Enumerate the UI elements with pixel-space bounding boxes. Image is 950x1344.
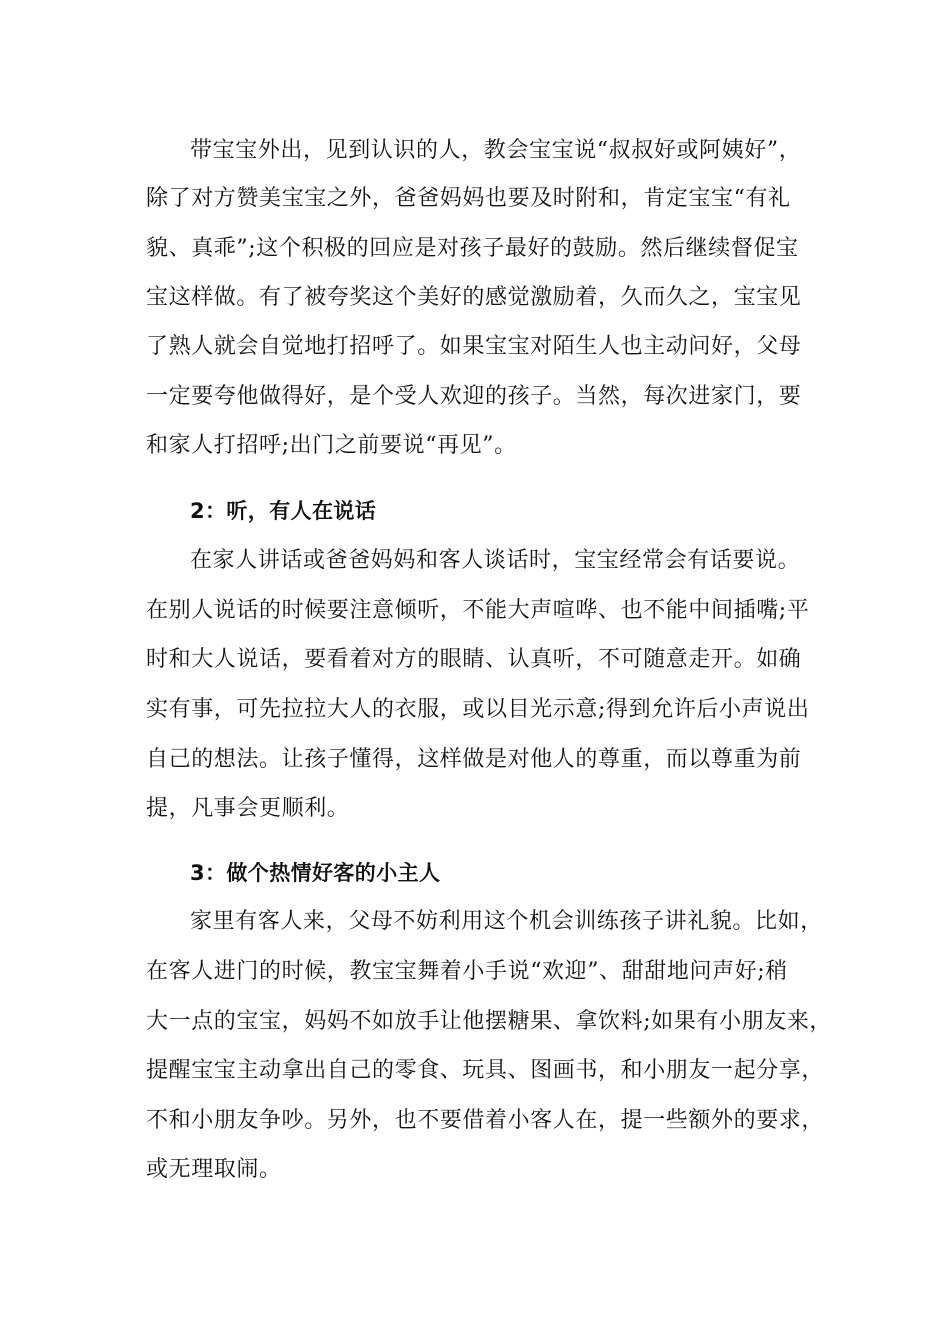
paragraph-line: 提醒宝宝主动拿出自己的零食、玩具、图画书，和小朋友一起分享， — [146, 1058, 825, 1083]
paragraph-line: 除了对方赞美宝宝之外，爸爸妈妈也要及时附和，肯定宝宝“有礼 — [146, 186, 791, 211]
paragraph-line: 提，凡事会更顺利。 — [146, 796, 350, 821]
paragraph-line: 了熟人就会自觉地打招呼了。如果宝宝对陌生人也主动问好，父母 — [146, 334, 802, 359]
paragraph-line: 家里有客人来，父母不妨利用这个机会训练孩子讲礼貌。比如， — [190, 909, 823, 934]
paragraph-line: 大一点的宝宝，妈妈不如放手让他摆糖果、拿饮料;如果有小朋友来， — [146, 1009, 833, 1034]
paragraph-line: 自己的想法。让孩子懂得，这样做是对他人的尊重，而以尊重为前 — [146, 747, 802, 772]
paragraph-line: 貌、真乖”;这个积极的回应是对孩子最好的鼓励。然后继续督促宝 — [146, 236, 799, 261]
paragraph-line: 实有事，可先拉拉大人的衣服，或以目光示意;得到允许后小声说出 — [146, 697, 810, 722]
paragraph-line: 在客人进门的时候，教宝宝舞着小手说“欢迎”、甜甜地问声好;稍 — [146, 959, 788, 984]
paragraph-line: 宝这样做。有了被夸奖这个美好的感觉激励着，久而久之，宝宝见 — [146, 285, 802, 310]
paragraph-line: 一定要夸他做得好，是个受人欢迎的孩子。当然，每次进家门，要 — [146, 384, 802, 409]
paragraph-line: 在家人讲话或爸爸妈妈和客人谈话时，宝宝经常会有话要说。 — [190, 548, 801, 573]
section-heading-listen: 2：听，有人在说话 — [190, 499, 377, 523]
paragraph-line: 时和大人说话，要看着对方的眼睛、认真听，不可随意走开。如确 — [146, 647, 802, 672]
section-heading-host: 3：做个热情好客的小主人 — [190, 861, 441, 885]
paragraph-line: 或无理取闹。 — [146, 1157, 282, 1182]
paragraph-line: 不和小朋友争吵。另外，也不要借着小客人在，提一些额外的要求， — [146, 1108, 825, 1133]
paragraph-line: 和家人打招呼;出门之前要说“再见”。 — [146, 433, 517, 458]
paragraph-line: 带宝宝外出，见到认识的人，教会宝宝说“叔叔好或阿姨好”， — [190, 138, 802, 163]
paragraph-line: 在别人说话的时候要注意倾听，不能大声喧哗、也不能中间插嘴;平 — [146, 598, 810, 623]
